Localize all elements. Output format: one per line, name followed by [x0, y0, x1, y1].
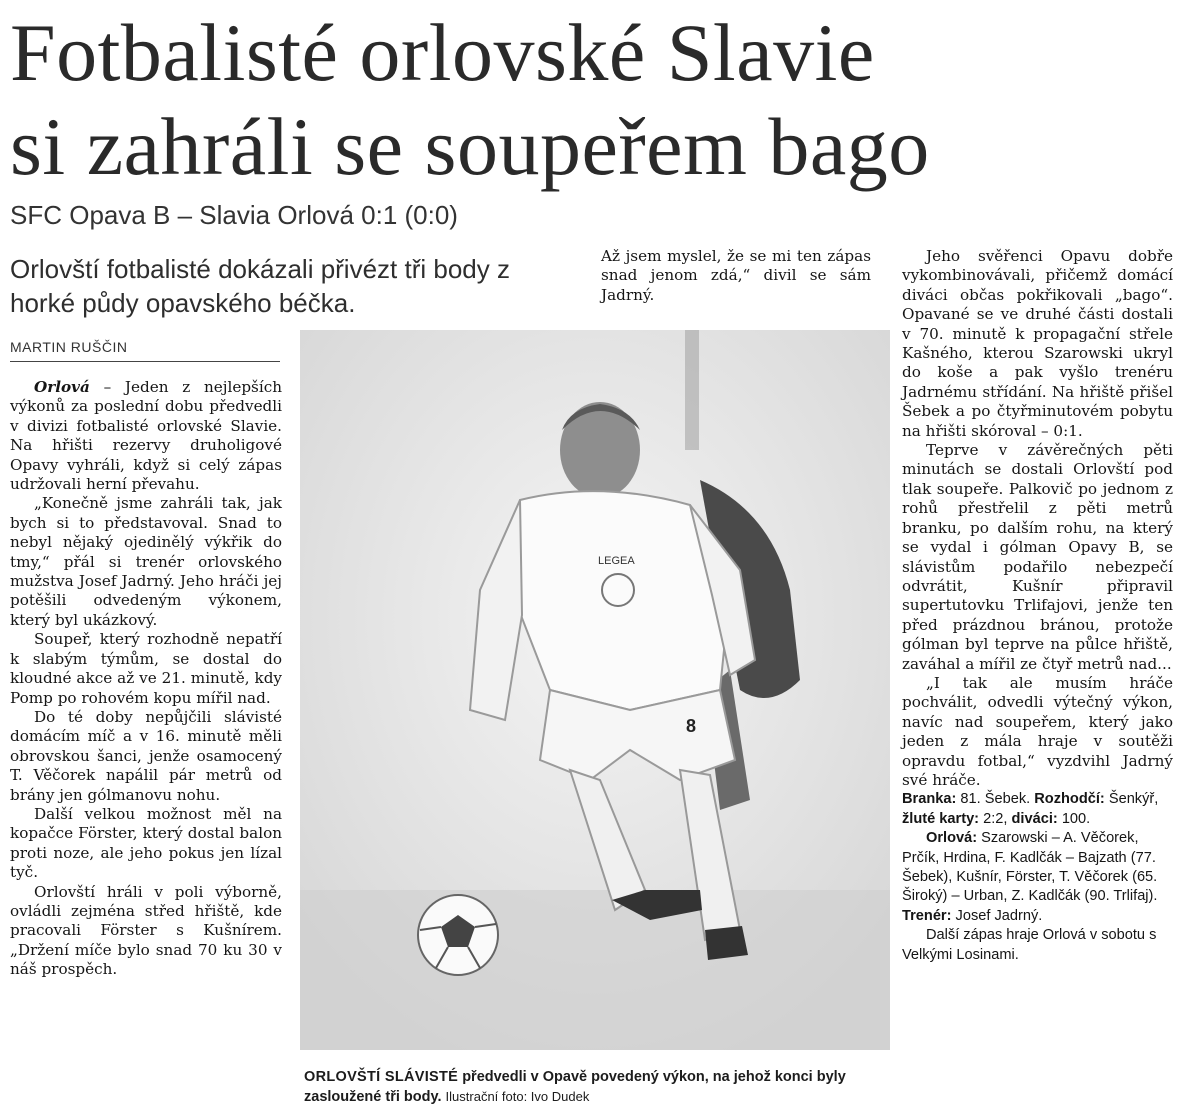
lead-paragraph: Orlovští fotbalisté dokázali přivézt tři body z horké půdy opavského béčka. [10, 254, 510, 318]
article-column-3 [902, 247, 1173, 965]
match-facts: Branka: 81. Šebek. Rozhodčí: Šenkýř, žluté karty: 2:2, diváci: 100. [902, 791, 1159, 827]
paragraph: Další velkou možnost měl na kopačce Förster, který dostal balon proti noze, ale jeho pokus jen lízal tyč. [10, 804, 282, 882]
paragraph: Orlovští hráli v poli výborně, ovládli zejména střed hřiště, kde pracovali Förster s Kušnírem. „Držení míče bylo snad 70 ku 30 v náš prospěch. [10, 882, 282, 979]
dateline: Orlová [34, 378, 90, 396]
paragraph: Do té doby nepůjčili slávisté domácím míč a v 16. minutě měli obrovskou šanci, jenže osamocený T. Věčorek napálil pár metrů od brány jen gólmanovu nohu. [10, 707, 282, 804]
match-photo [300, 330, 890, 1050]
paragraph: Teprve v závěrečných pěti minutách se dostali Orlovští pod tlak soupeře. Palkovič po jednom z rohů přestřelil z pěti metrů branku, po dalším rohu, na který se vydal i gólman Opavy B, se slávistům podařilo nebezpečí odvrátit, Kušnír připravil supertutovku Trlifajovi, jenže ten před prázdnou bránou, protože gólman byl teprve na půlce hřiště, zaváhal a mířil ze čtyř metrů nad... [902, 441, 1173, 673]
headline-line-2: si zahráli se soupeřem bago [10, 101, 930, 192]
shirt-brand: LEGEA [598, 555, 635, 567]
article-column-2 [601, 247, 871, 305]
lineup: Orlová: Szarowski – A. Věčorek, Prčík, Hrdina, F. Kadlčák – Bajzath (77. Šebek), Kušnír, Förster, T. Věčorek (65. Široký) – Urban, Z. Kadlčák (90. Trlifaj). Trenér: Josef Jadrný. [902, 830, 1158, 924]
headline [10, 6, 1170, 194]
paragraph: „I tak ale musím hráče pochválit, odvedli výtečný výkon, navíc nad soupeřem, který jako jeden z mála hraje v soutěži opravdu fotbal,“ vyzdvihl Jadrný své hráče. [902, 673, 1173, 789]
next-match: Další zápas hraje Orlová v sobotu s Velkými Losinami. [902, 927, 1157, 963]
paragraph: Až jsem myslel, že se mi ten zápas snad jenom zdá,“ divil se sám Jadrný. [601, 247, 871, 304]
author-byline: MARTIN RUŠČIN [10, 339, 128, 355]
paragraph: Jeho svěřenci Opavu dobře vykombinovávali, přičemž domácí diváci občas pokřikovali „bago“. Opavané se ve druhé části dostali v 70. minutě k propagační střele Kašného, kterou Szarowski ukryl do koše a pak vyšlo trenéru Jadrnému střídání. Na hřiště přišel Šebek a po čtyřminutovém pobytu na hřišti skóroval – 0:1. [902, 247, 1173, 440]
caption-text: předvedli v Opavě povedený výkon, na jehož konci byly zasloužené tři body. [304, 1069, 846, 1105]
paragraph: „Konečně jsme zahráli tak, jak bych si to představoval. Snad to nebyl nějaký ojedinělý výkřik do tmy,“ přál si trenér orlovského mužstva Josef Jadrný. Jeho hráči jej potěšili odvedeným výkonem, který byl ukázkový. [10, 494, 282, 629]
paragraph: Orlová – Jeden z nejlepších výkonů za poslední dobu předvedli v divizi fotbalisté orlovské Slavie. Na hřišti rezervy druholigové Opavy vyhráli, když si celý zápas udržovali herní převahu. [10, 378, 282, 494]
article-column-1 [10, 378, 282, 980]
match-result: SFC Opava B – Slavia Orlová 0:1 (0:0) [10, 200, 458, 230]
photo-credit: Ilustrační foto: Ivo Dudek [445, 1089, 590, 1104]
footballer-illustration [300, 330, 890, 1050]
headline-line-1: Fotbalisté orlovské Slavie [10, 7, 875, 98]
caption-lead: ORLOVŠTÍ SLÁVISTÉ [304, 1069, 459, 1085]
paragraph: Soupeř, který rozhodně nepatří k slabým týmům, se dostal do kloudné akce až ve 21. minutě, kdy Pomp po rohovém kopu mířil nad. [10, 630, 282, 707]
byline-divider [10, 361, 280, 362]
photo-caption [304, 1068, 884, 1107]
shirt-number: 8 [686, 716, 697, 736]
